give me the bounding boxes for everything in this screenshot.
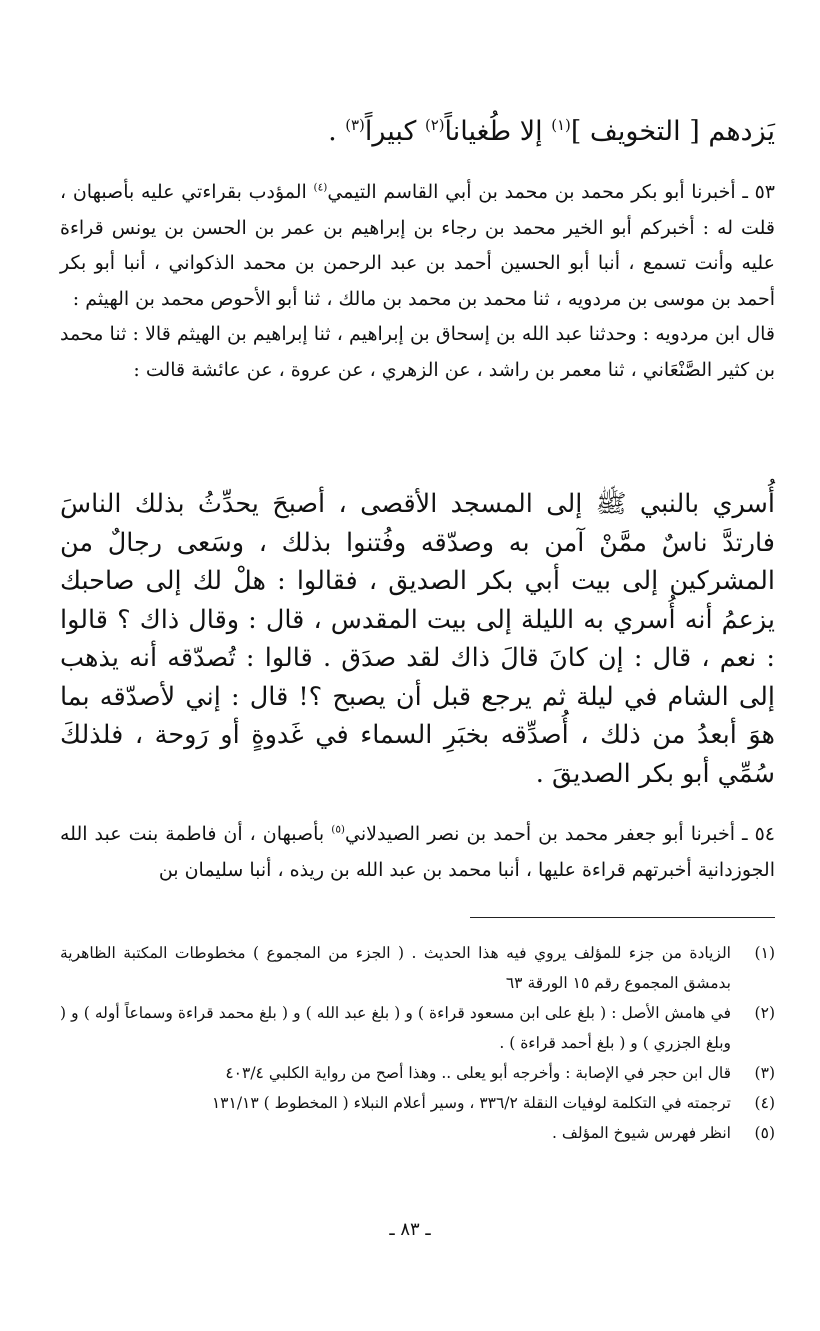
hadith-53-second-chain: قال ابن مردويه : وحدثنا عبد الله بن إسحاق بن إبراهيم ، ثنا إبراهيم بن الهيثم قالا : ثنا محمد بن كثير الصَّنْعَاني ، ثنا معمر بن راشد ، عن الزهري ، عن عروة ، عن عائشة قالت : bbox=[60, 323, 775, 381]
hadith-54-part2: بأصبهان ، أن فاطمة بنت عبد الله الجوزدانية أخبرتهم قراءة عليها ، أنبا محمد بن عبد الله بن ريذه ، أنبا سليمان بن bbox=[60, 823, 775, 881]
hadith-53-isnad bbox=[60, 175, 775, 317]
verse-text-end: . bbox=[328, 116, 346, 147]
footnote-divider bbox=[470, 917, 775, 918]
footnote-ref-1: (١) bbox=[551, 116, 571, 134]
footnote-item bbox=[60, 1058, 775, 1088]
footnote-item bbox=[60, 998, 775, 1058]
footnote-ref-5: (٥) bbox=[331, 823, 345, 836]
footnote-number: (٢) bbox=[754, 1004, 775, 1022]
hadith-54-part1: ٥٤ ـ أخبرنا أبو جعفر محمد بن أحمد بن نصر الصيدلاني bbox=[345, 823, 776, 845]
footnote-item bbox=[60, 938, 775, 998]
footnote-text: ترجمته في التكلمة لوفيات النقلة ٣٣٦/٢ ، وسير أعلام النبلاء ( المخطوط ) ١٣١/١٣ bbox=[211, 1094, 731, 1112]
footnote-text: انظر فهرس شيوخ المؤلف . bbox=[552, 1124, 731, 1142]
page-number: ـ ٨٣ ـ bbox=[389, 1219, 431, 1240]
footnote-ref-2: (٢) bbox=[424, 116, 445, 134]
footnote-ref-3: (٣) bbox=[345, 116, 365, 134]
hadith-53-part2: المؤدب بقراءتي عليه بأصبهان ، قلت له : أخبركم أبو الخير محمد بن رجاء بن إبراهيم بن عمر بن الحسن بن يونس قراءة عليه وأنت تسمع ، أنبا أبو الحسين أحمد بن عبد الرحمن بن محمد الذكواني ، أنبا أبو بكر أحمد بن موسى بن مردويه ، ثنا محمد بن محمد بن مالك ، ثنا أبو الأحوص محمد بن الهيثم : bbox=[60, 181, 775, 310]
footnote-text: قال ابن حجر في الإصابة : وأخرجه أبو يعلى .. وهذا أصح من رواية الكلبي ٤٠٣/٤ bbox=[225, 1064, 731, 1082]
footnote-number: (٣) bbox=[754, 1064, 775, 1082]
footnote-text: الزيادة من جزء للمؤلف يروي فيه هذا الحديث . ( الجزء من المجموع ) مخطوطات المكتبة الظاهرية بدمشق المجموع رقم ١٥ الورقة ٦٣ bbox=[60, 944, 731, 992]
footnote-item bbox=[60, 1088, 775, 1118]
footnote-text: في هامش الأصل : ( بلغ على ابن مسعود قراءة ) و ( بلغ عبد الله ) و ( بلغ محمد قراءة وسماعاً أوله ) و ( وبلغ الجزري ) و ( بلغ أحمد قراءة ) . bbox=[60, 1004, 731, 1052]
footnote-item bbox=[60, 1118, 775, 1148]
verse-text-part1: يَزدهم [ التخويف ] bbox=[570, 116, 775, 147]
hadith-53-part1: ٥٣ ـ أخبرنا أبو بكر محمد بن محمد بن أبي القاسم التيمي bbox=[327, 181, 776, 203]
footnotes-list bbox=[60, 938, 775, 1148]
verse-text-part3: كبيراً bbox=[364, 116, 425, 147]
opening-verse-line bbox=[60, 112, 775, 152]
footnote-number: (٤) bbox=[754, 1094, 775, 1112]
hadith-54-isnad bbox=[60, 816, 775, 888]
footnote-number: (٥) bbox=[754, 1124, 775, 1142]
footnote-number: (١) bbox=[754, 944, 775, 962]
hadith-53-block bbox=[60, 175, 775, 388]
hadith-matn-quote: أُسري بالنبي ﷺ إلى المسجد الأقصى ، أصبحَ يحدِّثُ بذلك الناسَ فارتدَّ ناسٌ ممَّنْ آمن به وصدّقه وفُتنوا بذلك ، وسَعى رجالٌ من المشركين إلى بيت أبي بكر الصديق ، فقالوا : هلْ لك إلى صاحبك يزعمُ أنه أُسري به الليلة إلى بيت المقدس ، قال : وقال ذاك ؟ قالوا : نعم ، قال : إن كانَ قالَ ذاك لقد صدَق . قالوا : تُصدّقه أنه يذهب إلى الشام في ليلة ثم يرجع قبل أن يصبح ؟! قال : إني لأصدّقه بما هوَ أبعدُ من ذلك ، أُصدِّقه بخبَرِ السماء في غَدوةٍ أو رَوحة ، فلذلكَ سُمِّي أبو بكر الصديقَ . bbox=[60, 489, 775, 789]
verse-text-part2: إلا طُغياناً bbox=[444, 116, 552, 147]
footnote-ref-4: (٤) bbox=[313, 181, 328, 194]
